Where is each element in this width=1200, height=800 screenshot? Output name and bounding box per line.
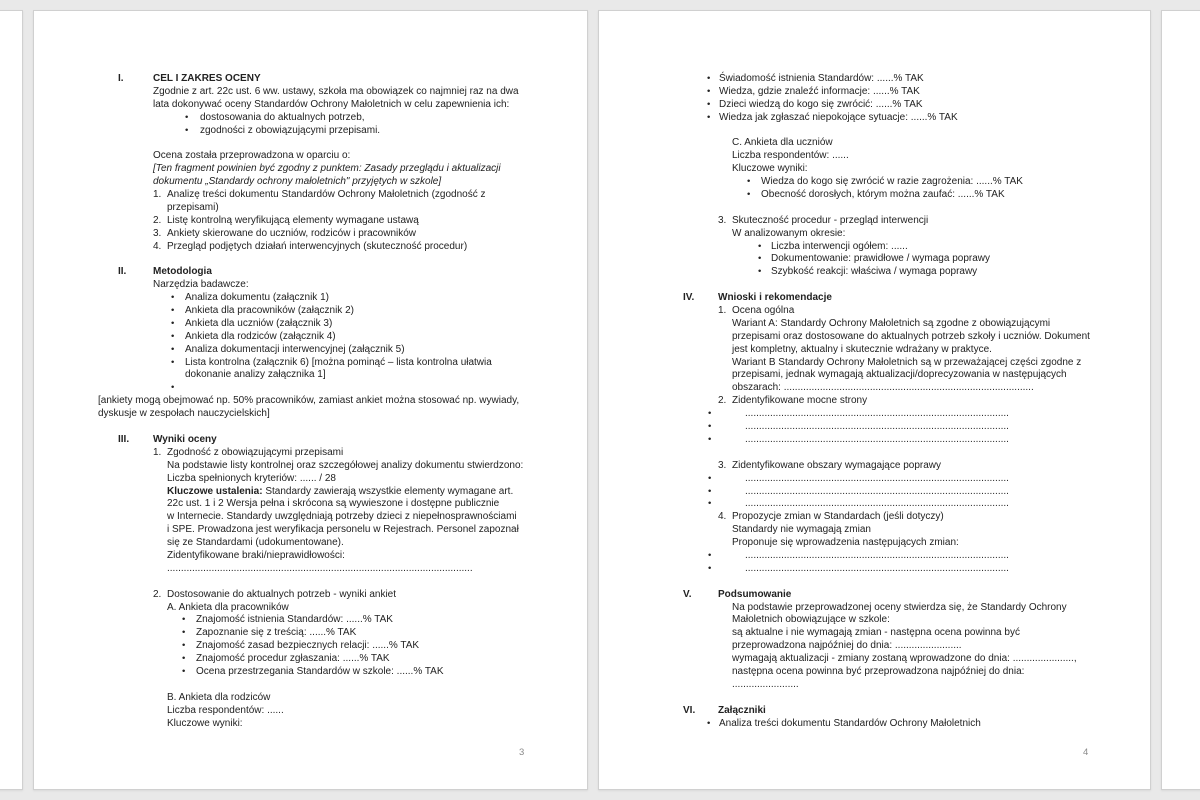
bullet-item-text: dostosowania do aktualnych potrzeb, bbox=[200, 111, 365, 123]
section-numeral: VI. bbox=[683, 704, 696, 716]
paragraph-line bbox=[185, 369, 326, 382]
paragraph-line bbox=[732, 666, 1024, 679]
bullet-icon: • bbox=[182, 665, 186, 677]
text-line bbox=[34, 176, 587, 189]
heading-line bbox=[599, 589, 1150, 602]
list-item-text: Przegląd podjętych działań interwencyjnych (skuteczność procedur) bbox=[167, 240, 468, 252]
list-item-text: Ankiety skierowane do uczniów, rodziców i pracowników bbox=[167, 227, 417, 239]
paragraph-line bbox=[732, 614, 890, 627]
text-run: Kluczowe wyniki: bbox=[732, 163, 808, 175]
bullet-icon: • bbox=[707, 98, 711, 110]
paragraph-line bbox=[153, 176, 441, 189]
bullet-item-text: ............................................................................................... bbox=[745, 421, 1009, 433]
numbered-line bbox=[34, 215, 587, 228]
bullet-item-text: Zapoznanie się z treścią: ......% TAK bbox=[196, 627, 357, 639]
numbered-line bbox=[599, 395, 1150, 408]
paragraph-line bbox=[732, 150, 849, 163]
bullet-item-text: Dzieci wiedzą do kogo się zwrócić: ......% TAK bbox=[719, 98, 923, 110]
paragraph-line bbox=[732, 228, 845, 241]
bullet-line bbox=[599, 176, 1150, 189]
bullet-line bbox=[34, 614, 587, 627]
text-run: .............................................................................................................. bbox=[167, 562, 473, 574]
blank-line bbox=[34, 576, 587, 589]
bullet-item-text: ............................................................................................... bbox=[745, 485, 1009, 497]
list-number: 2. bbox=[153, 588, 162, 600]
text-line bbox=[34, 692, 587, 705]
text-run: Wariant A: Standardy Ochrony Małoletnich są zgodne z obowiązującymi bbox=[732, 317, 1051, 329]
bullet-icon: • bbox=[182, 627, 186, 639]
bold-lead-text: Kluczowe ustalenia: bbox=[167, 485, 263, 497]
text-run: Standardy nie wymagają zmian bbox=[732, 524, 871, 536]
list-number: 3. bbox=[153, 227, 162, 239]
bullet-line bbox=[34, 292, 587, 305]
paragraph-line bbox=[732, 537, 959, 550]
paragraph-line bbox=[98, 408, 270, 421]
paragraph-line bbox=[167, 473, 336, 486]
bullet-line bbox=[599, 498, 1150, 511]
numbered-line bbox=[599, 305, 1150, 318]
blank-line bbox=[599, 279, 1150, 292]
bullet-item-text: Analiza dokumentacji interwencyjnej (załącznik 5) bbox=[185, 343, 405, 355]
list-number: 2. bbox=[718, 395, 727, 407]
bullet-icon: • bbox=[707, 73, 711, 84]
paragraph-line bbox=[167, 602, 289, 615]
paragraph-line bbox=[167, 718, 243, 731]
section-title: Załączniki bbox=[718, 704, 766, 716]
list-item-text: Skuteczność procedur - przegląd interwencji bbox=[732, 214, 929, 226]
bullet-line bbox=[599, 421, 1150, 434]
text-line bbox=[34, 550, 587, 563]
paragraph-line bbox=[732, 640, 962, 653]
paragraph-line bbox=[732, 679, 799, 692]
bullet-icon: • bbox=[171, 382, 175, 394]
list-number: 1. bbox=[718, 305, 727, 317]
section-title: Wnioski i rekomendacje bbox=[718, 292, 832, 304]
list-number: 1. bbox=[153, 446, 162, 458]
paragraph-line bbox=[167, 705, 284, 718]
text-line bbox=[599, 614, 1150, 627]
bullet-icon: • bbox=[171, 317, 175, 329]
bullet-icon: • bbox=[707, 717, 711, 729]
bullet-item-text: ............................................................................................... bbox=[745, 562, 1009, 574]
paragraph-line bbox=[732, 331, 1090, 344]
section-numeral: II. bbox=[118, 266, 127, 278]
text-line bbox=[599, 150, 1150, 163]
bullet-item-text: ............................................................................................... bbox=[745, 549, 1009, 561]
text-run: Na podstawie przeprowadzonej oceny stwierdza się, że Standardy Ochrony bbox=[732, 601, 1067, 613]
text-run: przepisami) bbox=[167, 201, 219, 213]
bullet-line bbox=[34, 305, 587, 318]
page-number: 4 bbox=[1083, 747, 1089, 758]
text-line bbox=[34, 150, 587, 163]
text-run: Proponuje się wprowadzenia następujących zmian: bbox=[732, 537, 959, 549]
text-line bbox=[34, 99, 587, 112]
blank-line bbox=[34, 421, 587, 434]
text-line bbox=[599, 331, 1150, 344]
text-run: 22c ust. 1 i 2 Wersja pełna i skrócona są wywieszone i dostępne publicznie bbox=[167, 498, 500, 510]
list-item-text: Propozycje zmian w Standardach (jeśli dotyczy) bbox=[732, 511, 944, 523]
paragraph-line bbox=[732, 382, 1034, 395]
blank-line bbox=[599, 692, 1150, 705]
numbered-line bbox=[34, 241, 587, 254]
list-item-text: Zidentyfikowane obszary wymagające poprawy bbox=[732, 459, 941, 471]
bullet-item-text: ............................................................................................... bbox=[745, 472, 1009, 484]
text-run: wymagają aktualizacji - zmiany zostaną wprowadzone do dnia: ......................, bbox=[732, 653, 1077, 665]
bullet-line bbox=[34, 640, 587, 653]
bullet-icon: • bbox=[708, 562, 712, 574]
text-run: dyskusje w zespołach nauczycielskich] bbox=[98, 408, 270, 420]
bullet-line bbox=[34, 653, 587, 666]
text-line bbox=[599, 344, 1150, 357]
text-run: A. Ankieta dla pracowników bbox=[167, 601, 289, 613]
bullet-line bbox=[599, 99, 1150, 112]
text-line bbox=[599, 163, 1150, 176]
heading-line bbox=[34, 73, 587, 86]
bullet-line bbox=[599, 563, 1150, 576]
bullet-item-text: Wiedza do kogo się zwrócić w razie zagrożenia: ......% TAK bbox=[761, 176, 1023, 188]
list-item-text: Zidentyfikowane mocne strony bbox=[732, 395, 868, 407]
text-line bbox=[34, 395, 587, 408]
list-number: 4. bbox=[153, 240, 162, 252]
section-title: CEL I ZAKRES OCENY bbox=[153, 73, 261, 84]
text-run: Wariant B Standardy Ochrony Małoletnich są w przeważającej części zgodne z bbox=[732, 356, 1082, 368]
bullet-line bbox=[34, 382, 587, 395]
blank-line bbox=[599, 576, 1150, 589]
paragraph-line bbox=[167, 550, 345, 563]
bullet-icon: • bbox=[182, 653, 186, 665]
numbered-line bbox=[34, 189, 587, 202]
bullet-line bbox=[599, 266, 1150, 279]
bullet-line bbox=[34, 318, 587, 331]
text-run: ........................ bbox=[732, 678, 799, 690]
text-line bbox=[599, 602, 1150, 615]
list-number: 3. bbox=[718, 459, 727, 471]
paragraph-line bbox=[167, 692, 270, 705]
bullet-icon: • bbox=[171, 356, 175, 368]
bullet-icon: • bbox=[758, 266, 762, 278]
bullet-item-text: Obecność dorosłych, którym można zaufać: ......% TAK bbox=[761, 189, 1005, 201]
text-line bbox=[599, 524, 1150, 537]
bullet-icon: • bbox=[707, 85, 711, 97]
text-run: Liczba respondentów: ...... bbox=[732, 150, 849, 162]
paragraph-line bbox=[167, 511, 517, 524]
paragraph-line bbox=[153, 86, 519, 99]
bullet-item-text: Znajomość zasad bezpiecznych relacji: ......% TAK bbox=[196, 640, 420, 652]
bullet-line bbox=[599, 718, 1150, 731]
text-line bbox=[34, 537, 587, 550]
bullet-line bbox=[34, 666, 587, 679]
bullet-item-text: ............................................................................................... bbox=[745, 408, 1009, 420]
section-numeral: I. bbox=[118, 73, 124, 84]
text-run: i SPE. Prowadzona jest weryfikacja personelu w Rejestrach. Personel zapoznał bbox=[167, 524, 519, 536]
list-item-text: Dostosowanie do aktualnych potrzeb - wyniki ankiet bbox=[167, 588, 397, 600]
bullet-item-text: Lista kontrolna (załącznik 6) [można pominąć – lista kontrolna ułatwia bbox=[185, 356, 492, 368]
paragraph-line bbox=[167, 498, 499, 511]
paragraph-line bbox=[732, 163, 808, 176]
blank-line bbox=[599, 125, 1150, 138]
bullet-line bbox=[599, 473, 1150, 486]
bullet-item-text: ............................................................................................... bbox=[745, 498, 1009, 510]
text-line bbox=[599, 653, 1150, 666]
text-line bbox=[34, 705, 587, 718]
text-run: w Internecie. Standardy uwzględniają potrzeby dzieci z niepełnosprawnościami bbox=[167, 511, 517, 523]
text-line bbox=[34, 279, 587, 292]
bullet-item-text: Liczba interwencji ogółem: ...... bbox=[771, 240, 908, 252]
bullet-line bbox=[599, 112, 1150, 125]
bullet-icon: • bbox=[708, 408, 712, 420]
text-run: B. Ankieta dla rodziców bbox=[167, 691, 271, 703]
text-run: przepisami oraz dostosowane do aktualnych potrzeb szkoły i uczniów. Dokument bbox=[732, 330, 1090, 342]
bullet-icon: • bbox=[708, 421, 712, 433]
bullet-item-text: Wiedza jak zgłaszać niepokojące sytuacje: ......% TAK bbox=[719, 111, 958, 123]
text-line bbox=[34, 202, 587, 215]
list-item-text: Zgodność z obowiązującymi przepisami bbox=[167, 446, 344, 458]
bullet-icon: • bbox=[708, 485, 712, 497]
paragraph-line bbox=[732, 524, 871, 537]
text-line bbox=[34, 408, 587, 421]
text-line bbox=[599, 627, 1150, 640]
bullet-icon: • bbox=[171, 305, 175, 317]
bullet-icon: • bbox=[171, 292, 175, 304]
text-run: Zgodnie z art. 22c ust. 6 ww. ustawy, szkoła ma obowiązek co najmniej raz na dwa bbox=[153, 85, 519, 97]
text-run: C. Ankieta dla uczniów bbox=[732, 137, 833, 149]
bullet-icon: • bbox=[708, 549, 712, 561]
text-run: są aktualne i nie wymagają zmian - następna ocena powinna być bbox=[732, 627, 1020, 639]
bullet-icon: • bbox=[171, 343, 175, 355]
text-run: obszarach: .......................................................................................... bbox=[732, 382, 1034, 394]
text-line bbox=[34, 369, 587, 382]
heading-line bbox=[34, 266, 587, 279]
page-4-content bbox=[599, 73, 1150, 730]
bullet-line bbox=[599, 434, 1150, 447]
page-3[interactable] bbox=[33, 10, 588, 790]
text-run: dokumentu „Standardy ochrony małoletnich" przyjętych w szkole] bbox=[153, 176, 442, 188]
text-line bbox=[34, 473, 587, 486]
bullet-line bbox=[599, 241, 1150, 254]
paragraph-line bbox=[167, 524, 519, 537]
text-line bbox=[34, 163, 587, 176]
list-number: 3. bbox=[718, 214, 727, 226]
numbered-line bbox=[34, 589, 587, 602]
paragraph-line bbox=[732, 653, 1077, 666]
text-run: przepisami, jednak wymagają aktualizacji/doprecyzowania w następujących bbox=[732, 369, 1067, 381]
bullet-line bbox=[599, 253, 1150, 266]
bullet-icon: • bbox=[747, 176, 751, 188]
text-line bbox=[599, 137, 1150, 150]
bullet-line bbox=[34, 112, 587, 125]
paragraph-line bbox=[732, 137, 833, 150]
section-numeral: IV. bbox=[683, 292, 695, 304]
text-run: się ze Standardami (udokumentowane). bbox=[167, 537, 344, 549]
text-line bbox=[599, 640, 1150, 653]
bullet-icon: • bbox=[185, 124, 189, 136]
list-item-text: Listę kontrolną weryfikującą elementy wymagane ustawą bbox=[167, 214, 419, 226]
numbered-line bbox=[599, 511, 1150, 524]
numbered-line bbox=[34, 447, 587, 460]
bullet-icon: • bbox=[171, 330, 175, 342]
page-4[interactable] bbox=[598, 10, 1151, 790]
bullet-item-text: Analiza treści dokumentu Standardów Ochrony Małoletnich bbox=[719, 717, 981, 729]
text-line bbox=[599, 357, 1150, 370]
text-line bbox=[599, 382, 1150, 395]
page-stub-left bbox=[0, 10, 23, 790]
paragraph-line bbox=[732, 369, 1067, 382]
text-run: następna ocena powinna być przeprowadzona najpóźniej do dnia: bbox=[732, 665, 1025, 677]
heading-line bbox=[599, 292, 1150, 305]
text-line bbox=[599, 679, 1150, 692]
text-run: Liczba respondentów: ...... bbox=[167, 704, 284, 716]
numbered-line bbox=[599, 215, 1150, 228]
bullet-item-text: Ocena przestrzegania Standardów w szkole: ......% TAK bbox=[196, 665, 444, 677]
bullet-line bbox=[34, 331, 587, 344]
bullet-item-text: Dokumentowanie: prawidłowe / wymaga poprawy bbox=[771, 253, 990, 265]
paragraph-line bbox=[98, 395, 519, 408]
text-line bbox=[599, 369, 1150, 382]
blank-line bbox=[599, 447, 1150, 460]
bullet-item-text: Wiedza, gdzie znaleźć informacje: ......% TAK bbox=[719, 85, 920, 97]
text-line bbox=[599, 318, 1150, 331]
list-number: 4. bbox=[718, 511, 727, 523]
text-line bbox=[599, 228, 1150, 241]
paragraph-line bbox=[167, 202, 219, 215]
text-run: Na podstawie listy kontrolnej oraz szczegółowej analizy dokumentu stwierdzono: bbox=[167, 459, 524, 471]
bullet-line bbox=[34, 344, 587, 357]
section-title: Wyniki oceny bbox=[153, 433, 217, 445]
page-3-content bbox=[34, 73, 587, 730]
text-line bbox=[34, 718, 587, 731]
numbered-line bbox=[34, 228, 587, 241]
text-run: Zidentyfikowane braki/nieprawidłowości: bbox=[167, 549, 345, 561]
bullet-icon: • bbox=[182, 614, 186, 626]
list-item-text: Analizę treści dokumentu Standardów Ochrony Małoletnich (zgodność z bbox=[167, 189, 486, 201]
text-line bbox=[34, 602, 587, 615]
text-line bbox=[34, 511, 587, 524]
bullet-icon: • bbox=[708, 498, 712, 510]
bullet-line bbox=[599, 408, 1150, 421]
bullet-line bbox=[599, 550, 1150, 563]
paragraph-line bbox=[732, 602, 1067, 615]
bullet-icon: • bbox=[708, 472, 712, 484]
text-run: [Ten fragment powinien być zgodny z punktem: Zasady przeglądu i aktualizacji bbox=[153, 163, 501, 175]
heading-line bbox=[34, 434, 587, 447]
text-run: W analizowanym okresie: bbox=[732, 227, 846, 239]
text-run: lata dokonywać oceny Standardów Ochrony Małoletnich w celu zapewnienia ich: bbox=[153, 98, 510, 110]
paragraph-line bbox=[167, 563, 473, 576]
blank-line bbox=[599, 202, 1150, 215]
numbered-line bbox=[599, 460, 1150, 473]
bullet-icon: • bbox=[758, 240, 762, 252]
bullet-line bbox=[599, 73, 1150, 86]
bullet-item-text: Ankieta dla rodziców (załącznik 4) bbox=[185, 330, 336, 342]
heading-line bbox=[599, 705, 1150, 718]
text-run: Kluczowe wyniki: bbox=[167, 717, 243, 729]
text-run: przeprowadzona najpóźniej do dnia: ........................ bbox=[732, 640, 962, 652]
text-run: Standardy zawierają wszystkie elementy wymagane art. bbox=[262, 485, 514, 497]
bullet-icon: • bbox=[758, 253, 762, 265]
bullet-item-text: Ankieta dla pracowników (załącznik 2) bbox=[185, 305, 354, 317]
text-run: jest kompletny, aktualny i skutecznie wdrażany w praktyce. bbox=[732, 343, 992, 355]
paragraph-line bbox=[153, 163, 501, 176]
bullet-line bbox=[34, 627, 587, 640]
bullet-icon: • bbox=[708, 433, 712, 445]
text-line bbox=[34, 498, 587, 511]
blank-line bbox=[34, 137, 587, 150]
paragraph-line bbox=[167, 537, 344, 550]
text-run: Narzędzia badawcze: bbox=[153, 279, 249, 291]
text-run: Małoletnich obowiązujące w szkole: bbox=[732, 614, 890, 626]
paragraph-line bbox=[167, 486, 513, 499]
blank-line bbox=[34, 253, 587, 266]
text-line bbox=[34, 460, 587, 473]
section-numeral: III. bbox=[118, 433, 130, 445]
bullet-item-text: Ankieta dla uczniów (załącznik 3) bbox=[185, 317, 333, 329]
paragraph-line bbox=[732, 627, 1020, 640]
bullet-icon: • bbox=[707, 111, 711, 123]
paragraph-line bbox=[153, 150, 350, 163]
section-numeral: V. bbox=[683, 588, 692, 600]
text-line bbox=[599, 537, 1150, 550]
paragraph-line bbox=[153, 99, 509, 112]
page-number: 3 bbox=[519, 747, 525, 758]
text-run: Ocena została przeprowadzona w oparciu o: bbox=[153, 150, 351, 162]
section-title: Podsumowanie bbox=[718, 588, 792, 600]
bullet-line bbox=[599, 486, 1150, 499]
text-line bbox=[34, 86, 587, 99]
paragraph-line bbox=[732, 357, 1081, 370]
bullet-item-text: Znajomość istnienia Standardów: ......% TAK bbox=[196, 614, 393, 626]
text-line bbox=[34, 524, 587, 537]
bullet-item-text: zgodności z obowiązującymi przepisami. bbox=[200, 124, 381, 136]
text-run: [ankiety mogą obejmować np. 50% pracowników, zamiast ankiet można stosować np. wywiady, bbox=[98, 395, 520, 407]
paragraph-line bbox=[153, 279, 249, 292]
bullet-icon: • bbox=[185, 111, 189, 123]
text-line bbox=[34, 486, 587, 499]
bullet-item-text: Szybkość reakcji: właściwa / wymaga poprawy bbox=[771, 266, 978, 278]
text-run: dokonanie analizy załącznika 1] bbox=[185, 369, 326, 381]
bullet-item-text: Świadomość istnienia Standardów: ......% TAK bbox=[719, 73, 924, 84]
bullet-item-text: Znajomość procedur zgłaszania: ......% TAK bbox=[196, 653, 390, 665]
bullet-line bbox=[599, 189, 1150, 202]
page-stub-right bbox=[1161, 10, 1200, 790]
bullet-line bbox=[34, 125, 587, 138]
section-title: Metodologia bbox=[153, 266, 212, 278]
blank-line bbox=[34, 679, 587, 692]
list-number: 2. bbox=[153, 214, 162, 226]
bullet-item-text: ............................................................................................... bbox=[745, 433, 1009, 445]
text-line bbox=[34, 563, 587, 576]
list-item-text: Ocena ogólna bbox=[732, 305, 795, 317]
bullet-icon: • bbox=[747, 189, 751, 201]
bullet-item-text: Analiza dokumentu (załącznik 1) bbox=[185, 292, 329, 304]
bullet-line bbox=[34, 357, 587, 370]
text-run: Liczba spełnionych kryteriów: ...... / 28 bbox=[167, 472, 336, 484]
paragraph-line bbox=[167, 460, 523, 473]
bullet-icon: • bbox=[182, 640, 186, 652]
list-number: 1. bbox=[153, 189, 162, 201]
paragraph-line bbox=[732, 318, 1050, 331]
paragraph-line bbox=[732, 344, 992, 357]
text-line bbox=[599, 666, 1150, 679]
bullet-line bbox=[599, 86, 1150, 99]
